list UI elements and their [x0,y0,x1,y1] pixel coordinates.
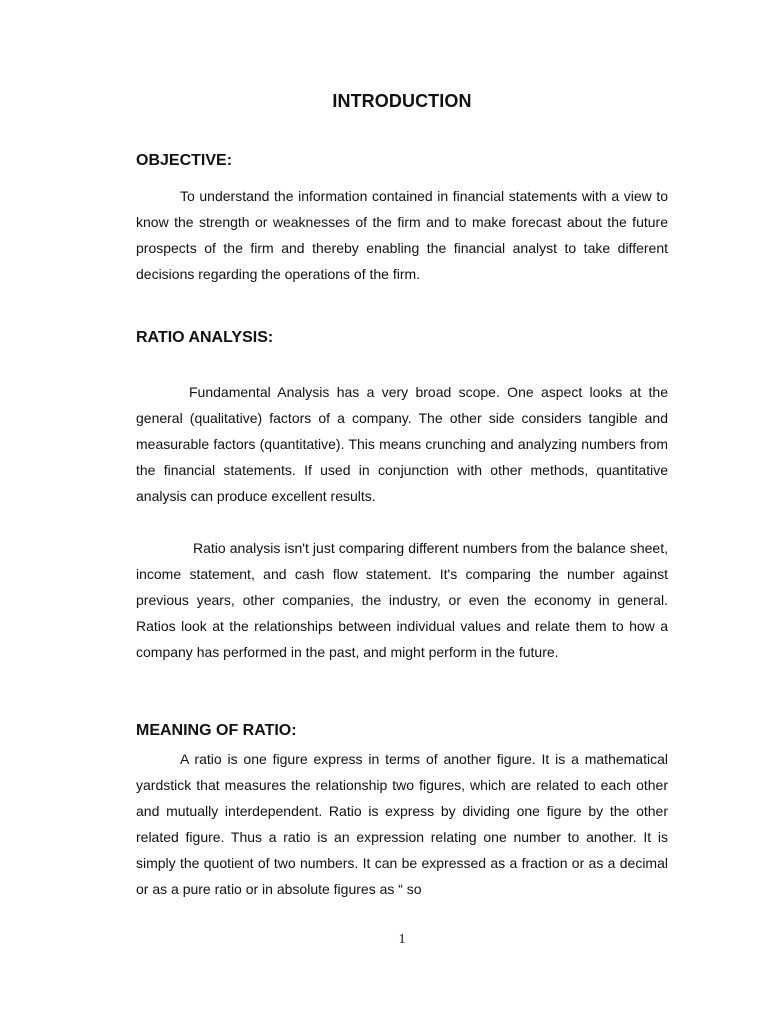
heading-objective: OBJECTIVE: [136,152,233,169]
paragraph-meaning-of-ratio: A ratio is one figure express in terms of another figure. It is a mathematical yardstick that measures the relationship two figures, which are related to each other and mutually interdependent. Ratio is express by dividing one figure by the other related figure. Thus a ratio is an expression relating one number to another. It is simply the quotient of two numbers. It can be expressed as a fraction or as a decimal or as a pure ratio or in absolute figures as “ so [136,751,668,897]
heading-ratio-analysis: RATIO ANALYSIS: [136,329,274,346]
heading-meaning-of-ratio: MEANING OF RATIO: [136,722,297,739]
paragraph-objective: To understand the information contained in financial statements with a view to know the strength or weaknesses of the firm and to make forecast about the future prospects of the firm and thereby enabling the financial analyst to take different decisions regarding the operations of the firm. [136,188,668,282]
page-number: 1 [398,932,406,947]
paragraph-ratio-analysis-1: Fundamental Analysis has a very broad scope. One aspect looks at the general (qualitative) factors of a company. The other side considers tangible and measurable factors (quantitative). This means crunching and analyzing numbers from the financial statements. If used in conjunction with other methods, quantitative analysis can produce excellent results. [136,384,668,504]
paragraph-ratio-analysis-2: Ratio analysis isn't just comparing different numbers from the balance sheet, income statement, and cash flow statement. It's comparing the number against previous years, other companies, the industry, or even the economy in general. Ratios look at the relationships between individual values and relate them to how a company has performed in the past, and might perform in the future. [136,540,668,660]
page-title: INTRODUCTION [332,91,472,111]
